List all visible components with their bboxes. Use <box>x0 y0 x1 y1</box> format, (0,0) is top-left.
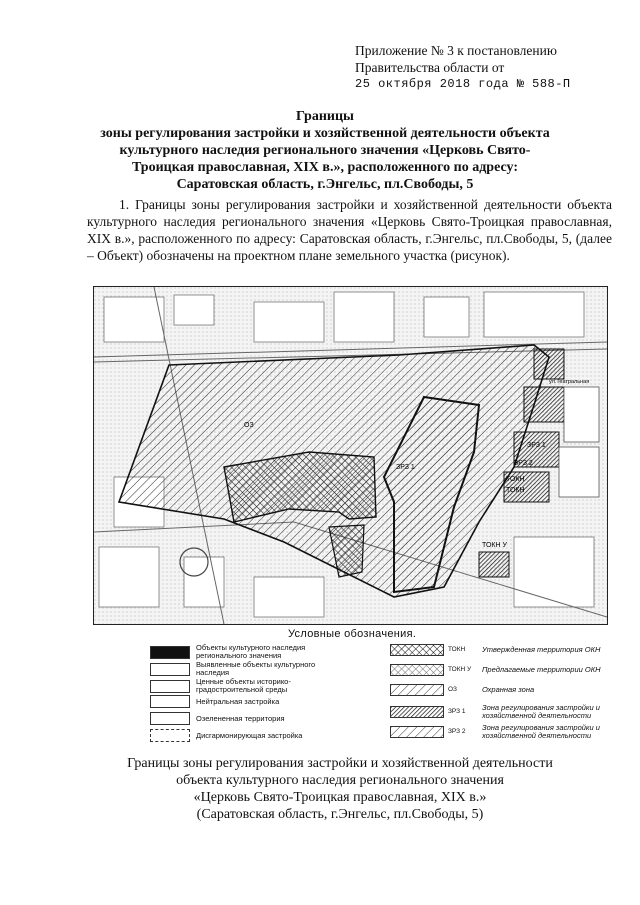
label-street: ул.Театральная <box>549 379 590 385</box>
legend-item-green <box>150 712 316 725</box>
legend-text: Зона регулирования застройки и хозяйственной деятельности <box>482 723 600 740</box>
legend-item-oz <box>390 684 602 696</box>
caption-line-2: объекта культурного наследия регионального значения <box>176 773 504 788</box>
label-zrz1: ЗРЗ 1 <box>396 464 415 471</box>
map-drawing <box>94 287 607 624</box>
swatch-white <box>150 680 190 693</box>
swatch-dashed <box>150 729 190 742</box>
legend-text: Дисгармонирующая застройка <box>196 730 303 740</box>
legend-item-okn-regional <box>150 644 316 660</box>
legend-item-disharmonious <box>150 729 316 742</box>
label-zrz1-east: ЗРЗ 1 <box>527 442 546 449</box>
legend-item-neutral <box>150 695 316 708</box>
swatch-white <box>150 663 190 676</box>
legend-text: Предлагаемые территории ОКН <box>482 665 601 674</box>
swatch-crosshatch-light <box>390 664 444 676</box>
swatch-white <box>150 695 190 708</box>
legend-code: ТОКН У <box>448 666 472 673</box>
legend-code: ОЗ <box>448 686 457 693</box>
title-line-5: Саратовская область, г.Энгельс, пл.Свободы, 5 <box>176 177 474 192</box>
swatch-diagonal-medium <box>390 726 444 738</box>
legend <box>150 642 601 742</box>
legend-text: Зона регулирования застройки и хозяйственной деятельности <box>482 703 600 720</box>
swatch-crosshatch <box>390 644 444 656</box>
title-line-4: Троицкая православная, XIX в.», расположенного по адресу: <box>131 160 518 175</box>
legend-item-tokn-u <box>390 664 602 676</box>
legend-text: Выявленные объекты культурного наследия <box>196 660 316 677</box>
east-buildings <box>559 387 599 497</box>
swatch-white <box>150 712 190 725</box>
appendix-line-2: Правительства области от <box>355 60 505 75</box>
legend-text: Озелененная территория <box>196 713 285 723</box>
swatch-black <box>150 646 190 659</box>
paragraph-text: 1. Границы зоны регулирования застройки и хозяйственной деятельности объекта культурного наследия регионального значения «Церковь Свято-Троицкая православная, XIX в.», расположенного по адресу: Саратовская область, г.Энгельс, пл.Свободы, 5, (далее – Объект) обозначены на проектном плане земельного участка (рисунок). <box>87 197 612 263</box>
legend-text: Нейтральная застройка <box>196 696 280 706</box>
caption-line-4: (Саратовская область, г.Энгельс, пл.Свободы, 5) <box>196 807 484 822</box>
figure-caption <box>80 755 600 823</box>
caption-line-3: «Церковь Свято-Троицкая православная, XIX в.» <box>193 790 487 805</box>
label-zrz2: ЗРЗ 2 <box>514 460 533 467</box>
document-title <box>60 108 590 193</box>
decree-date-stamp: 25 октября 2018 года № 588-П <box>355 77 571 91</box>
label-tokn-1: ТОКН <box>506 487 525 494</box>
legend-code: ЗРЗ 1 <box>448 708 466 715</box>
label-oz: ОЗ <box>244 422 254 429</box>
legend-item-identified-okn <box>150 661 316 677</box>
swatch-dense <box>390 706 444 718</box>
legend-item-zrz1 <box>390 704 602 720</box>
legend-title: Условные обозначения. <box>288 628 417 640</box>
legend-code: ТОКН <box>448 646 466 653</box>
legend-text: Ценные объекты историко-градостроительной среды <box>196 677 291 694</box>
legend-text: Утвержденная территория ОКН <box>482 645 601 654</box>
legend-text: Охранная зона <box>482 685 535 694</box>
swatch-diagonal <box>390 684 444 696</box>
title-line-2: зоны регулирования застройки и хозяйственной деятельности объекта <box>100 126 550 141</box>
legend-item-valuable-objects <box>150 678 316 694</box>
caption-line-1: Границы зоны регулирования застройки и хозяйственной деятельности <box>127 756 553 771</box>
legend-text: Объекты культурного наследия регионального значения <box>196 643 306 660</box>
legend-code: ЗРЗ 2 <box>448 728 466 735</box>
appendix-header <box>355 42 635 93</box>
legend-item-tokn <box>390 644 602 656</box>
legend-item-zrz2 <box>390 724 602 740</box>
title-line-1: Границы <box>296 109 354 124</box>
zone-map <box>93 286 608 625</box>
label-tokn-u: ТОКН У <box>482 542 507 549</box>
label-tokn-2: ТОКН <box>506 476 525 483</box>
body-paragraph <box>87 196 612 264</box>
title-line-3: культурного наследия регионального значения «Церковь Свято- <box>119 143 531 158</box>
appendix-line-1: Приложение № 3 к постановлению <box>355 43 557 58</box>
